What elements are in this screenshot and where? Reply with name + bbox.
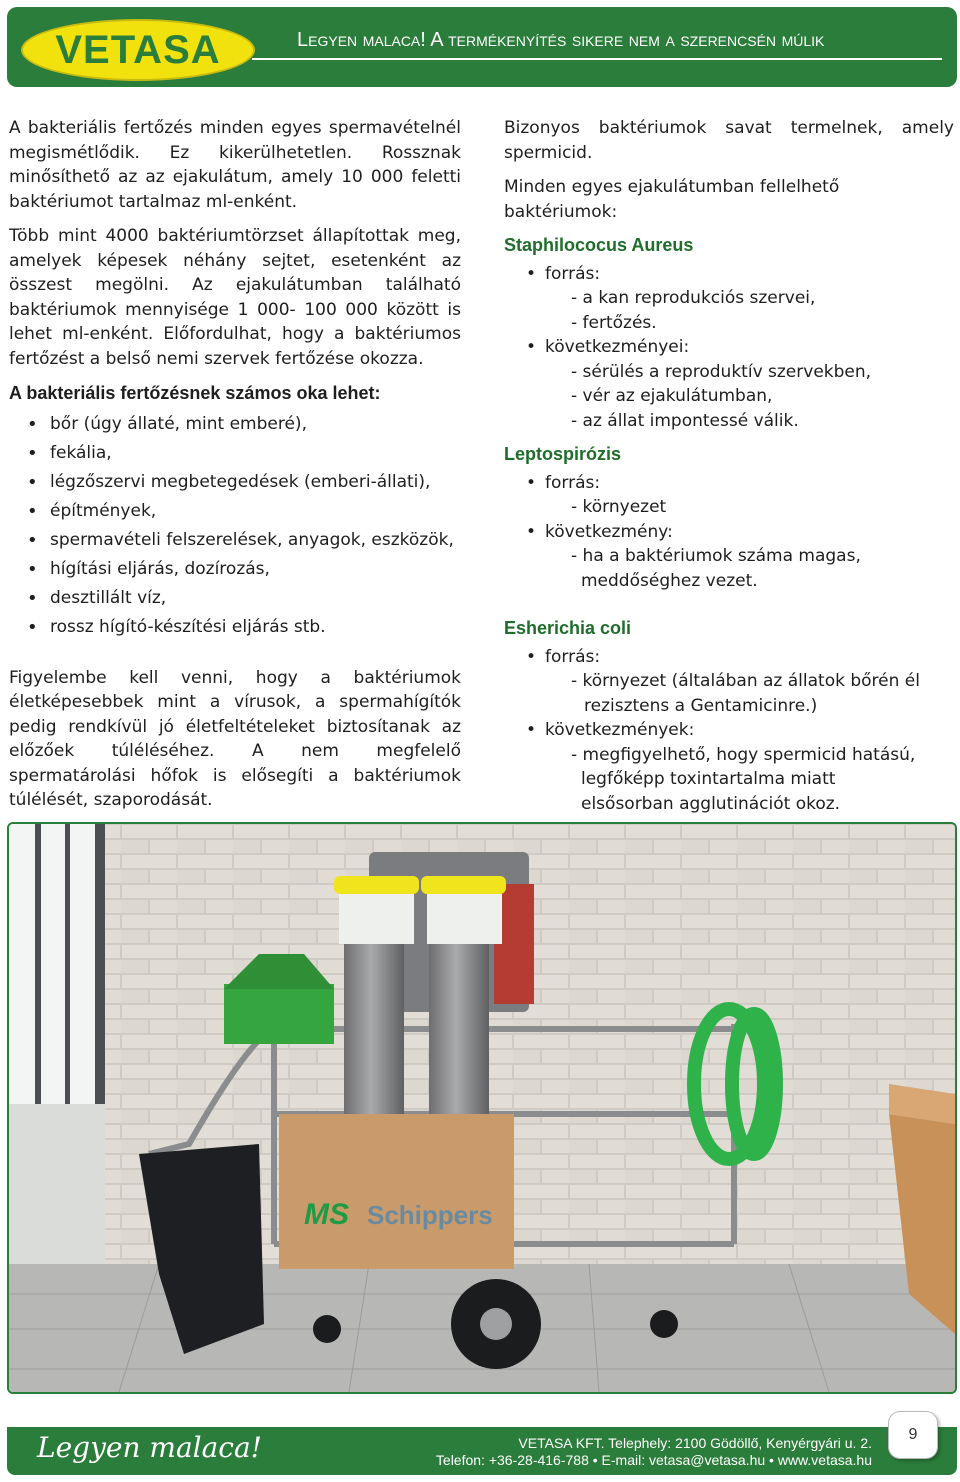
source-label: • forrás:	[504, 471, 954, 496]
consequence-item: meddőséghez vezet.	[581, 570, 758, 591]
consequence-item: - vér az ejakulátumban,	[571, 386, 773, 406]
consequence-item: - megfigyelhető, hogy spermicid hatású,	[571, 744, 916, 765]
equipment-cart-photo	[7, 822, 957, 1394]
list-item: • hígítási eljárás, dozírozás,	[9, 555, 461, 584]
footer-script-slogan: Legyen malaca!	[37, 1431, 262, 1464]
consequence-item: - ha a baktériumok száma magas,	[571, 546, 861, 566]
footer-contact-line: Telefon: +36-28-416-788 • E-mail: vetasa@vetasa.hu • www.vetasa.hu	[435, 1452, 872, 1468]
source-item: - környezet	[571, 497, 667, 517]
strains-paragraph: Több mint 4000 baktériumtörzset állapítottak meg, amelyek képesek néhány sejtet, esetenként az összest megölni. Az ejakulátumban található baktériumok mennyisége 1 000- 100 000 között is lehet ml-enként. Előfordulhat, hogy a baktériumos fertőzést a belső nemi szervek fertőzése okozza.	[9, 226, 461, 369]
acid-paragraph: Bizonyos baktériumok savat termelnek, amely spermicid.	[504, 118, 954, 163]
logo-text: VETASA	[55, 27, 221, 72]
page-number: 9	[888, 1411, 938, 1459]
list-item: • bőr (úgy állaté, mint emberé),	[9, 410, 461, 439]
vetasa-logo	[21, 19, 255, 81]
cart-illustration	[9, 824, 955, 1392]
list-item: • építmények,	[9, 497, 461, 526]
bacterium-heading-leptospirosis: Leptospirózis	[504, 444, 622, 464]
consequence-label: • következményei:	[504, 335, 954, 360]
source-item: - környezet (általában az állatok bőrén él	[571, 671, 920, 691]
footer-contact	[436, 1435, 872, 1469]
page-header	[7, 7, 957, 87]
consequence-item: - az állat impontessé válik.	[571, 410, 799, 431]
source-item: - a kan reprodukciós szervei,	[571, 288, 816, 308]
header-tagline: Legyen malaca! A termékenyítés sikere nem a szerencsén múlik	[297, 29, 825, 51]
header-rule	[252, 58, 942, 60]
brand-name: Schippers	[367, 1200, 493, 1230]
survival-paragraph: Figyelembe kell venni, hogy a baktériumok életképesebbek mint a vírusok, a spermahígítók pedig rendkívül jó életfeltételeket biztosítanak az előzőek túléléséhez. A nem megfelelő spermatárolási hőfok is elősegíti a baktériumok túlélését, szaporodását.	[9, 667, 461, 810]
list-item: • légzőszervi megbetegedések (emberi-állati),	[9, 468, 461, 497]
consequence-item: legfőképp toxintartalma miatt	[581, 769, 836, 789]
list-item: • rossz hígító-készítési eljárás stb.	[9, 613, 461, 642]
consequence-label: • következmények:	[504, 718, 954, 743]
list-item: • spermavételi felszerelések, anyagok, eszközök,	[9, 526, 461, 555]
source-label: • forrás:	[504, 262, 954, 287]
list-item: • fekália,	[9, 439, 461, 468]
consequence-item: - sérülés a reproduktív szervekben,	[571, 361, 872, 382]
page-footer	[7, 1427, 957, 1475]
bacteria-intro: Minden egyes ejakulátumban fellelhető baktériumok:	[504, 177, 840, 222]
causes-list	[9, 410, 461, 642]
intro-paragraph: A bakteriális fertőzés minden egyes spermavételnél megismétlődik. Ez kikerülhetetlen. Rossznak minősíthető az az ejakulátum, amely 10 000 feletti baktériumot tartalmaz ml-enként.	[9, 118, 461, 212]
source-item: rezisztens a Gentamicinre.)	[584, 695, 818, 716]
left-column	[9, 116, 461, 823]
consequence-item: elsősorban agglutinációt okoz.	[581, 793, 841, 814]
source-label: • forrás:	[504, 645, 954, 670]
consequence-label: • következmény:	[504, 520, 954, 545]
bacterium-heading-staphylococcus: Staphilococus Aureus	[504, 235, 694, 255]
bacterium-heading-ecoli: Esherichia coli	[504, 618, 632, 638]
footer-address: VETASA KFT. Telephely: 2100 Gödöllő, Kenyérgyári u. 2.	[518, 1435, 872, 1451]
source-item: - fertőzés.	[571, 312, 657, 333]
brand-ms: MS	[304, 1198, 349, 1231]
list-item: • desztillált víz,	[9, 584, 461, 613]
causes-heading: A bakteriális fertőzésnek számos oka lehet:	[9, 383, 381, 403]
right-column	[504, 116, 954, 816]
